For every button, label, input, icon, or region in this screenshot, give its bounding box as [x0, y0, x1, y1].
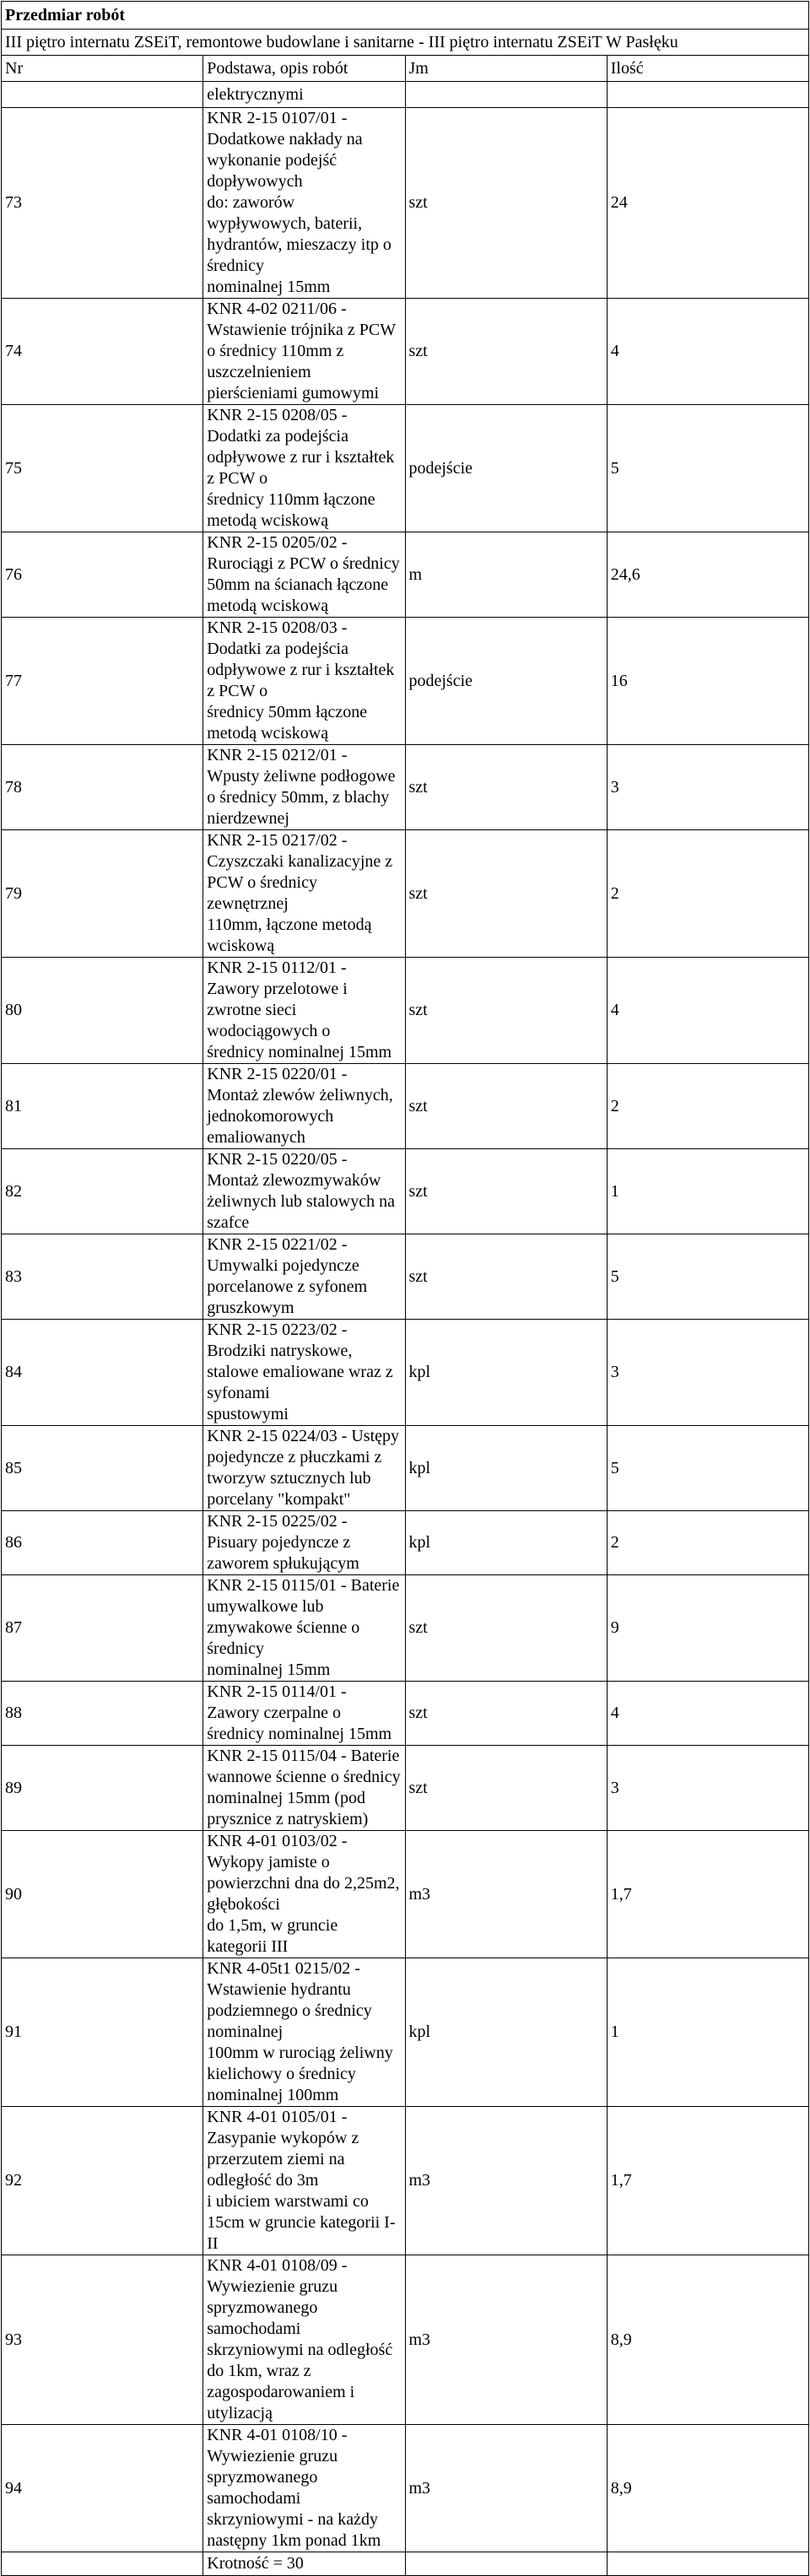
description-line: KNR 2-15 0205/02 - Rurociągi z PCW o średnicy 50mm na ścianach łączone — [207, 533, 400, 594]
description-line: KNR 2-15 0217/02 - Czyszczaki kanalizacyjne z PCW o średnicy zewnętrznej — [207, 831, 393, 913]
row-description — [203, 958, 405, 1064]
row-number: 73 — [2, 108, 203, 299]
description-line: do: zaworów wypływowych, baterii, hydrantów, mieszaczy itp o średnicy — [207, 193, 392, 275]
description-line: KNR 4-02 0211/06 - Wstawienie trójnika z PCW o średnicy 110mm z — [207, 300, 396, 360]
row-description — [203, 1958, 405, 2107]
table-row — [2, 958, 809, 1064]
row-unit: m3 — [405, 2425, 607, 2552]
description-line: KNR 4-05t1 0215/02 - Wstawienie hydrantu podziemnego o średnicy nominalnej — [207, 1959, 372, 2041]
row-quantity: 2 — [607, 830, 808, 958]
row-description — [203, 108, 405, 299]
row-number: 94 — [2, 2425, 203, 2552]
row-description — [203, 1149, 405, 1234]
row-quantity: 8,9 — [607, 2255, 808, 2425]
header-row — [2, 56, 809, 82]
row-number: 78 — [2, 745, 203, 830]
row-description — [203, 1682, 405, 1746]
description-line: KNR 2-15 0208/03 - Dodatki za podejścia odpływowe z rur i kształtek z PCW o — [207, 618, 395, 700]
description-line: nominalnej 15mm — [207, 278, 331, 296]
row-number: 85 — [2, 1426, 203, 1511]
row-unit: szt — [405, 1064, 607, 1149]
row-unit: szt — [405, 745, 607, 830]
bill-of-quantities-table — [1, 1, 809, 2576]
row-unit: szt — [405, 108, 607, 299]
row-number: 92 — [2, 2107, 203, 2255]
row-number: 93 — [2, 2255, 203, 2425]
description-line: skrzyniowymi na odległość do 1km, wraz z zagospodarowaniem i utylizacją — [207, 2341, 393, 2422]
row-quantity: 4 — [607, 1682, 808, 1746]
row-unit: szt — [405, 958, 607, 1064]
row-quantity: 8,9 — [607, 2425, 808, 2552]
row-description — [203, 745, 405, 830]
description-line: KNR 2-15 0224/03 - Ustępy pojedyncze z płuczkami z tworzyw sztucznych lub — [207, 1427, 400, 1488]
row-quantity: 1 — [607, 1958, 808, 2107]
table-row — [2, 1831, 809, 1958]
table-row — [2, 1149, 809, 1234]
row-number: 76 — [2, 532, 203, 618]
row-description — [203, 1511, 405, 1575]
row-quantity: 1,7 — [607, 2107, 808, 2255]
row-quantity: 4 — [607, 299, 808, 405]
header-description: Podstawa, opis robót — [203, 56, 405, 82]
table-row — [2, 1320, 809, 1426]
description-line: KNR 2-15 0115/01 - Baterie umywalkowe lub zmywakowe ścienne o średnicy — [207, 1576, 400, 1658]
row-unit: m — [405, 532, 607, 618]
description-line: KNR 2-15 0115/04 - Baterie wannowe ścienne o średnicy nominalnej 15mm (pod — [207, 1747, 401, 1807]
description-line: nierdzewnej — [207, 809, 289, 828]
row-number: 80 — [2, 958, 203, 1064]
table-row — [2, 2255, 809, 2425]
description-line: metodą wciskową — [207, 597, 329, 615]
row-unit: szt — [405, 1149, 607, 1234]
table-row — [2, 405, 809, 532]
row-quantity: 1 — [607, 1149, 808, 1234]
multiplier-note: Krotność = 30 — [203, 2552, 405, 2576]
description-line: KNR 2-15 0223/02 - Brodziki natryskowe, stalowe emaliowane wraz z syfonami — [207, 1320, 393, 1402]
table-row — [2, 830, 809, 958]
row-unit: kpl — [405, 1426, 607, 1511]
row-quantity: 4 — [607, 958, 808, 1064]
row-number: 91 — [2, 1958, 203, 2107]
row-description — [203, 532, 405, 618]
description-line: do 1,5m, w gruncie kategorii III — [207, 1916, 338, 1956]
row-number: 75 — [2, 405, 203, 532]
description-line: KNR 2-15 0114/01 - Zawory czerpalne o średnicy nominalnej 15mm — [207, 1682, 392, 1743]
row-unit: szt — [405, 1682, 607, 1746]
table-row — [2, 299, 809, 405]
row-number: 84 — [2, 1320, 203, 1426]
description-line: uszczelnieniem pierścieniami gumowymi — [207, 363, 380, 402]
header-nr: Nr — [2, 56, 203, 82]
table-row — [2, 2425, 809, 2552]
description-line: 100mm w rurociąg żeliwny kielichowy o średnicy nominalnej 100mm — [207, 2044, 393, 2104]
header-unit: Jm — [405, 56, 607, 82]
row-description — [203, 1426, 405, 1511]
description-line: KNR 2-15 0221/02 - Umywalki pojedyncze porcelanowe z syfonem gruszkowym — [207, 1235, 368, 1317]
row-quantity: 2 — [607, 1511, 808, 1575]
row-quantity: 3 — [607, 745, 808, 830]
description-line: KNR 4-01 0108/10 - Wywiezienie gruzu spryzmowanego samochodami — [207, 2426, 348, 2508]
row-description — [203, 1234, 405, 1320]
description-line: KNR 2-15 0208/05 - Dodatki za podejścia odpływowe z rur i kształtek z PCW o — [207, 406, 395, 488]
table-row — [2, 1511, 809, 1575]
description-line: nominalnej 15mm — [207, 1661, 331, 1679]
row-description — [203, 299, 405, 405]
table-row — [2, 2107, 809, 2255]
table-row — [2, 1575, 809, 1682]
description-line: prysznice z natryskiem) — [207, 1810, 369, 1828]
row-number: 86 — [2, 1511, 203, 1575]
row-unit: podejście — [405, 405, 607, 532]
row-number: 79 — [2, 830, 203, 958]
footer-row — [2, 2552, 809, 2576]
row-quantity: 9 — [607, 1575, 808, 1682]
row-description — [203, 405, 405, 532]
table-row — [2, 618, 809, 745]
table-row — [2, 1958, 809, 2107]
title-row — [2, 2, 809, 30]
row-quantity: 16 — [607, 618, 808, 745]
row-description — [203, 830, 405, 958]
row-unit: kpl — [405, 1511, 607, 1575]
row-number: 88 — [2, 1682, 203, 1746]
description-line: skrzyniowymi - na każdy następny 1km ponad 1km — [207, 2510, 381, 2550]
row-quantity: 5 — [607, 1426, 808, 1511]
row-number: 90 — [2, 1831, 203, 1958]
description-line: KNR 2-15 0212/01 - Wpusty żeliwne podłogowe o średnicy 50mm, z blachy — [207, 746, 396, 807]
description-line: średnicy 110mm łączone metodą wciskową — [207, 490, 375, 530]
description-line: KNR 4-01 0108/09 - Wywiezienie gruzu spryzmowanego samochodami — [207, 2256, 348, 2338]
row-unit: szt — [405, 299, 607, 405]
row-quantity: 24 — [607, 108, 808, 299]
row-unit: kpl — [405, 1958, 607, 2107]
row-unit: podejście — [405, 618, 607, 745]
row-unit: kpl — [405, 1320, 607, 1426]
table-row — [2, 745, 809, 830]
row-quantity: 3 — [607, 1746, 808, 1831]
row-unit: szt — [405, 1575, 607, 1682]
row-description — [203, 2425, 405, 2552]
row-description — [203, 1746, 405, 1831]
header-quantity: Ilość — [607, 56, 808, 82]
row-unit: szt — [405, 1234, 607, 1320]
row-quantity: 24,6 — [607, 532, 808, 618]
description-line: KNR 2-15 0225/02 - Pisuary pojedyncze z zaworem spłukującym — [207, 1512, 359, 1573]
subtitle-row — [2, 30, 809, 56]
continuation-row — [2, 82, 809, 108]
table-row — [2, 532, 809, 618]
row-description — [203, 2255, 405, 2425]
description-line: spustowymi — [207, 1405, 289, 1423]
row-unit: m3 — [405, 2107, 607, 2255]
description-line: KNR 2-15 0107/01 - Dodatkowe nakłady na wykonanie podejść dopływowych — [207, 109, 363, 191]
row-number: 81 — [2, 1064, 203, 1149]
row-description — [203, 1064, 405, 1149]
row-quantity: 5 — [607, 1234, 808, 1320]
continuation-text: elektrycznymi — [203, 82, 405, 108]
description-line: KNR 4-01 0105/01 - Zasypanie wykopów z przerzutem ziemi na odległość do 3m — [207, 2108, 359, 2190]
description-line: KNR 2-15 0220/05 - Montaż zlewozmywaków żeliwnych lub stalowych na szafce — [207, 1150, 395, 1232]
description-line: KNR 2-15 0112/01 - Zawory przelotowe i zwrotne sieci wodociągowych o — [207, 959, 348, 1040]
row-description — [203, 1575, 405, 1682]
description-line: porcelany "kompakt" — [207, 1490, 351, 1509]
table-row — [2, 1682, 809, 1746]
row-unit: m3 — [405, 2255, 607, 2425]
table-row — [2, 1746, 809, 1831]
description-line: średnicy nominalnej 15mm — [207, 1043, 392, 1061]
row-description — [203, 1831, 405, 1958]
row-unit: szt — [405, 1746, 607, 1831]
description-line: emaliowanych — [207, 1128, 305, 1147]
row-quantity: 3 — [607, 1320, 808, 1426]
table-row — [2, 1064, 809, 1149]
row-number: 87 — [2, 1575, 203, 1682]
table-row — [2, 1234, 809, 1320]
row-quantity: 5 — [607, 405, 808, 532]
row-quantity: 2 — [607, 1064, 808, 1149]
document-title: Przedmiar robót — [2, 2, 809, 30]
row-unit: m3 — [405, 1831, 607, 1958]
row-number: 89 — [2, 1746, 203, 1831]
description-line: średnicy 50mm łączone metodą wciskową — [207, 703, 368, 743]
description-line: KNR 4-01 0103/02 - Wykopy jamiste o powierzchni dna do 2,25m2, głębokości — [207, 1832, 400, 1914]
row-unit: szt — [405, 830, 607, 958]
row-number: 83 — [2, 1234, 203, 1320]
row-number: 74 — [2, 299, 203, 405]
description-line: KNR 2-15 0220/01 - Montaż zlewów żeliwnych, jednokomorowych — [207, 1065, 393, 1126]
row-quantity: 1,7 — [607, 1831, 808, 1958]
project-subtitle: III piętro internatu ZSEiT, remontowe budowlane i sanitarne - III piętro internatu ZSEiT W Pasłęku — [2, 30, 809, 56]
row-description — [203, 2107, 405, 2255]
row-description — [203, 1320, 405, 1426]
table-row — [2, 1426, 809, 1511]
row-description — [203, 618, 405, 745]
description-line: 110mm, łączone metodą wciskową — [207, 915, 372, 955]
row-number: 77 — [2, 618, 203, 745]
description-line: i ubiciem warstwami co 15cm w gruncie kategorii I-II — [207, 2192, 396, 2253]
table-row — [2, 108, 809, 299]
row-number: 82 — [2, 1149, 203, 1234]
